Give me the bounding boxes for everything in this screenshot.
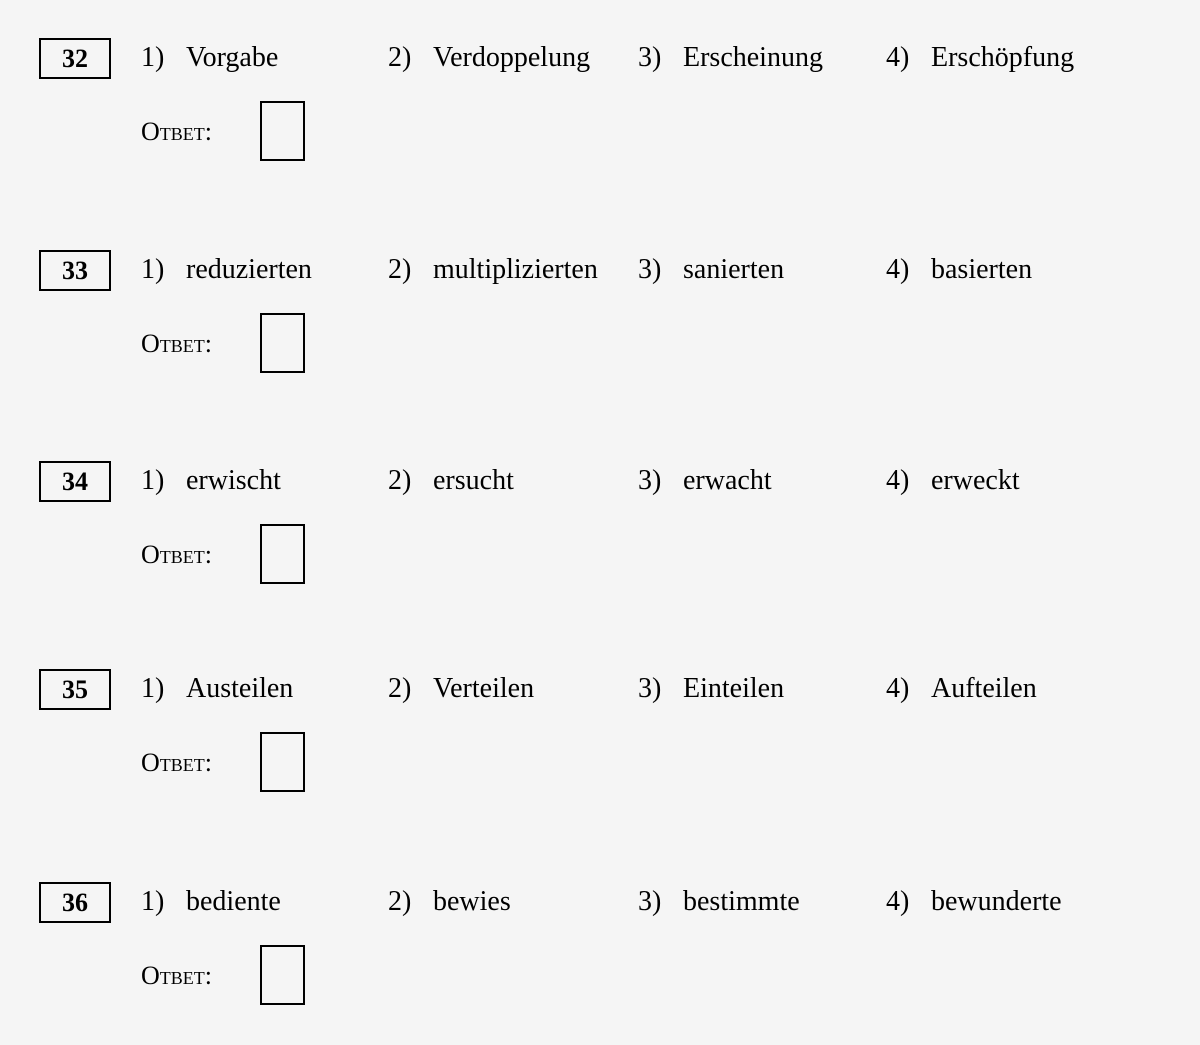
option-number: 2)	[388, 886, 412, 917]
option-number: 3)	[638, 886, 662, 917]
option-3	[638, 40, 823, 76]
option-3	[638, 671, 785, 707]
option-word: ersucht	[433, 465, 514, 496]
option-1	[141, 252, 312, 288]
option-word: Verteilen	[433, 673, 535, 704]
task-32	[0, 38, 1200, 198]
task-33	[0, 250, 1200, 410]
option-1	[141, 40, 279, 76]
option-number: 4)	[886, 673, 910, 704]
option-2	[388, 671, 535, 707]
task-number-box: 33	[39, 250, 111, 291]
option-number: 3)	[638, 673, 662, 704]
option-4	[886, 40, 1075, 76]
answer-label: Ответ:	[141, 117, 212, 146]
answer-label: Ответ:	[141, 329, 212, 358]
answer-label: Ответ:	[141, 540, 212, 569]
answer-input-box[interactable]	[260, 101, 305, 161]
option-word: bewunderte	[931, 886, 1062, 917]
option-1	[141, 671, 294, 707]
option-number: 3)	[638, 42, 662, 73]
answer-input-box[interactable]	[260, 945, 305, 1005]
option-word: Erscheinung	[683, 42, 823, 73]
answer-label: Ответ:	[141, 748, 212, 777]
option-2	[388, 252, 598, 288]
option-number: 2)	[388, 673, 412, 704]
option-word: bestimmte	[683, 886, 800, 917]
option-number: 4)	[886, 42, 910, 73]
option-2	[388, 884, 511, 920]
option-3	[638, 884, 800, 920]
option-number: 4)	[886, 254, 910, 285]
option-number: 2)	[388, 254, 412, 285]
option-1	[141, 884, 281, 920]
option-4	[886, 252, 1033, 288]
option-word: reduzierten	[186, 254, 312, 285]
option-4	[886, 884, 1062, 920]
option-word: Erschöpfung	[931, 42, 1075, 73]
task-number-box: 34	[39, 461, 111, 502]
task-number-box: 35	[39, 669, 111, 710]
task-number-box: 36	[39, 882, 111, 923]
option-number: 3)	[638, 254, 662, 285]
answer-label: Ответ:	[141, 961, 212, 990]
task-number-box: 32	[39, 38, 111, 79]
option-word: Verdoppelung	[433, 42, 591, 73]
answer-input-box[interactable]	[260, 524, 305, 584]
option-2	[388, 40, 591, 76]
option-1	[141, 463, 281, 499]
option-word: bediente	[186, 886, 281, 917]
option-number: 1)	[141, 254, 165, 285]
option-3	[638, 463, 772, 499]
option-number: 1)	[141, 673, 165, 704]
option-word: erwacht	[683, 465, 772, 496]
option-4	[886, 671, 1037, 707]
option-word: Einteilen	[683, 673, 785, 704]
option-word: Vorgabe	[186, 42, 279, 73]
option-number: 1)	[141, 886, 165, 917]
option-word: bewies	[433, 886, 511, 917]
option-word: erwischt	[186, 465, 281, 496]
option-word: multiplizierten	[433, 254, 598, 285]
option-number: 2)	[388, 42, 412, 73]
option-word: erweckt	[931, 465, 1020, 496]
option-number: 3)	[638, 465, 662, 496]
option-word: Austeilen	[186, 673, 294, 704]
answer-input-box[interactable]	[260, 313, 305, 373]
option-4	[886, 463, 1020, 499]
task-36	[0, 882, 1200, 1042]
option-3	[638, 252, 785, 288]
option-number: 1)	[141, 465, 165, 496]
option-number: 4)	[886, 886, 910, 917]
option-word: sanierten	[683, 254, 785, 285]
option-word: Aufteilen	[931, 673, 1037, 704]
option-word: basierten	[931, 254, 1033, 285]
option-2	[388, 463, 514, 499]
option-number: 4)	[886, 465, 910, 496]
option-number: 2)	[388, 465, 412, 496]
task-34	[0, 461, 1200, 621]
task-35	[0, 669, 1200, 829]
option-number: 1)	[141, 42, 165, 73]
answer-input-box[interactable]	[260, 732, 305, 792]
